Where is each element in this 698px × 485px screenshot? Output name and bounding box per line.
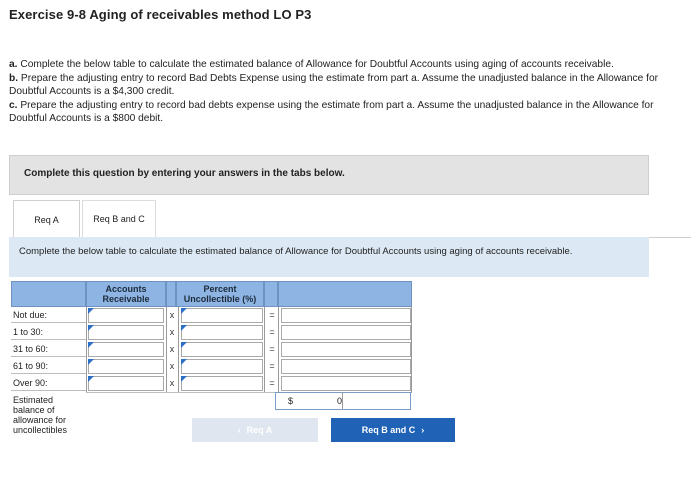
instruction-a-label: a. — [9, 59, 18, 70]
input-flag-icon — [181, 308, 187, 314]
req-a-prompt — [9, 237, 649, 277]
grid-divider — [86, 307, 87, 393]
equals-sign: = — [269, 344, 275, 354]
header-accounts-receivable: Accounts Receivable — [86, 281, 166, 307]
row-label-31-60: 31 to 60: — [11, 341, 86, 357]
result-61-90 — [281, 359, 411, 374]
currency-symbol: $ — [288, 396, 294, 406]
ar-input-1-30[interactable] — [88, 325, 164, 340]
input-flag-icon — [88, 308, 94, 314]
instruction-b-text: Prepare the adjusting entry to record Bad Debts Expense using the estimate from part a. Assume the unadjusted balance in the Allowance for Doubtful Accounts is a $4,300 credit. — [9, 72, 658, 97]
ar-input-31-60[interactable] — [88, 342, 164, 357]
pct-input-1-30[interactable] — [181, 325, 263, 340]
next-req-b-and-c-button[interactable] — [331, 418, 455, 442]
result-1-30 — [281, 325, 411, 340]
input-flag-icon — [88, 325, 94, 331]
ar-input-61-90[interactable] — [88, 359, 164, 374]
input-flag-icon — [181, 325, 187, 331]
equals-sign: = — [269, 327, 275, 337]
instruction-c — [9, 99, 691, 126]
times-sign: x — [169, 327, 175, 337]
total-allowance-field — [275, 392, 411, 410]
chevron-left-icon: ‹ — [237, 425, 241, 435]
instruction-a-text: Complete the below table to calculate the estimated balance of Allowance for Doubtful Accounts using aging of accounts receivable. — [20, 59, 614, 70]
header-percent: Percent Uncollectible (%) — [176, 281, 264, 307]
next-button-label: Req B and C — [361, 425, 416, 435]
pct-input-not-due[interactable] — [181, 308, 263, 323]
row-label-1-30: 1 to 30: — [11, 324, 86, 340]
ar-input-over-90[interactable] — [88, 376, 164, 391]
instructions — [9, 58, 691, 126]
page-title: Exercise 9-8 Aging of receivables method LO P3 — [9, 7, 312, 22]
times-sign: x — [169, 344, 175, 354]
pct-input-61-90[interactable] — [181, 359, 263, 374]
equals-sign: = — [269, 361, 275, 371]
pct-input-31-60[interactable] — [181, 342, 263, 357]
times-sign: x — [169, 310, 175, 320]
grid-divider — [278, 307, 279, 393]
result-not-due — [281, 308, 411, 323]
header-op2 — [264, 281, 278, 307]
prev-button-label: Req A — [246, 425, 273, 435]
total-label: Estimated balance of allowance for uncollectibles — [13, 395, 68, 435]
row-label-61-90: 61 to 90: — [11, 358, 86, 374]
grid-divider — [178, 307, 179, 393]
prev-req-a-button[interactable] — [192, 418, 318, 442]
tab-bar — [9, 200, 691, 238]
times-sign: x — [169, 361, 175, 371]
tab-req-b-and-c[interactable]: Req B and C — [82, 200, 156, 238]
input-flag-icon — [181, 376, 187, 382]
instruction-c-text: Prepare the adjusting entry to record bad debts expense using the estimate from part a. Assume the unadjusted balance in the Allowance for Doubtful Accounts is a $800 debit. — [9, 99, 654, 124]
grid-divider — [411, 307, 412, 393]
result-over-90 — [281, 376, 411, 391]
header-blank — [11, 281, 86, 307]
input-flag-icon — [181, 342, 187, 348]
input-flag-icon — [181, 359, 187, 365]
equals-sign: = — [269, 378, 275, 388]
row-label-over-90: Over 90: — [11, 375, 86, 391]
grid-divider — [86, 392, 279, 393]
question-banner — [9, 155, 649, 195]
instruction-b — [9, 72, 691, 99]
times-sign: x — [169, 378, 175, 388]
ar-input-not-due[interactable] — [88, 308, 164, 323]
header-op1 — [166, 281, 176, 307]
grid-divider — [166, 307, 167, 393]
banner-text: Complete this question by entering your answers in the tabs below. — [24, 168, 345, 179]
instruction-c-label: c. — [9, 99, 18, 111]
tab-req-a[interactable]: Req A — [13, 200, 80, 238]
header-result — [278, 281, 412, 307]
equals-sign: = — [269, 310, 275, 320]
total-divider — [342, 392, 343, 410]
instruction-b-label: b. — [9, 72, 19, 84]
chevron-right-icon: › — [421, 425, 425, 435]
pct-input-over-90[interactable] — [181, 376, 263, 391]
input-flag-icon — [88, 342, 94, 348]
input-flag-icon — [88, 359, 94, 365]
instruction-a — [9, 58, 691, 72]
result-31-60 — [281, 342, 411, 357]
input-flag-icon — [88, 376, 94, 382]
grid-divider — [264, 307, 265, 393]
row-label-not-due: Not due: — [11, 307, 86, 323]
total-value: 0 — [336, 396, 342, 406]
req-a-prompt-text: Complete the below table to calculate the estimated balance of Allowance for Doubtful Accounts using aging of accounts receivable. — [19, 246, 573, 257]
